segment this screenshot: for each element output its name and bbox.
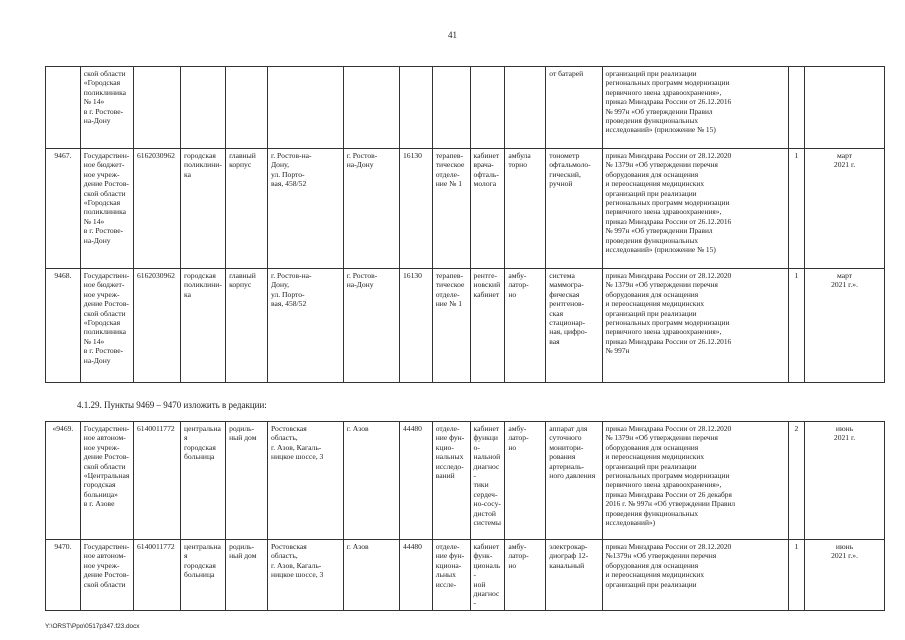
building-cell-text: родиль- ный дом	[229, 424, 257, 443]
equipment-cell	[546, 67, 602, 149]
equipment-cell	[546, 149, 602, 269]
organization-name-cell-text: Государствен- ное автоном- ное учреж- дение Ростов- ской области	[83, 542, 130, 589]
room-cell	[470, 149, 505, 269]
row-number-cell	[46, 540, 81, 611]
department-cell-text: отделе- ние фун- кцио- нальных исследо- ваний	[435, 424, 465, 481]
address-cell	[268, 67, 344, 149]
organization-type-cell	[181, 67, 226, 149]
date-cell-text: март 2021 г.	[833, 151, 856, 170]
legal-document-cell-text: приказ Минздрава России от 28.12.2020 № 1379н «Об утверждении перечня оборудования для оснащения и переоснащения медицинских организаций при реализации региональных программ модернизации первичного звена здравоохранения», приказ Минздрава России от 26 декабря 2016 г. № 997н «Об утверждении Правил проведения функциональных исследований»)	[605, 424, 736, 528]
quantity-cell	[788, 269, 804, 383]
address-cell-text: Ростовская область, г. Азов, Кагаль- ницкое шоссе, 3	[271, 424, 324, 462]
quantity-cell-text: 1	[794, 542, 799, 551]
inn-cell-text: 6140011772	[136, 424, 175, 433]
inn-cell-text: 6162030962	[136, 271, 175, 280]
code-cell-text: 16130	[402, 271, 422, 280]
row-number-cell-text: 9467.	[54, 151, 72, 160]
date-cell-text: март 2021 г.».	[831, 271, 858, 290]
page-number: 41	[448, 30, 457, 40]
equipment-cell	[546, 422, 602, 540]
department-cell-text: отделе- ние фун- кциона- льных иссле-	[435, 542, 465, 589]
organization-name-cell	[80, 422, 133, 540]
row-number-cell	[46, 269, 81, 383]
care-mode-cell-text: амбу- латор- но	[508, 542, 529, 570]
code-cell-text: 44480	[402, 542, 422, 551]
city-cell-text: г. Азов	[346, 542, 369, 551]
inn-cell-text: 6140011772	[136, 542, 175, 551]
city-cell-text: г. Ростов- на-Дону	[346, 151, 378, 170]
building-cell-text: главный корпус	[229, 271, 256, 290]
legal-document-cell	[602, 149, 788, 269]
code-cell	[399, 422, 432, 540]
registry-table-1	[45, 66, 885, 383]
amendment-text: 4.1.29. Пункты 9469 – 9470 изложить в редакции:	[77, 400, 267, 410]
city-cell	[343, 422, 399, 540]
organization-type-cell-text: городская поликлини- ка	[184, 271, 222, 299]
department-cell	[432, 67, 470, 149]
code-cell	[399, 149, 432, 269]
care-mode-cell-text: амбу- латор- но	[508, 424, 529, 452]
address-cell	[268, 540, 344, 611]
address-cell	[268, 422, 344, 540]
table-row	[46, 540, 885, 611]
inn-cell	[133, 149, 180, 269]
organization-name-cell	[80, 540, 133, 611]
legal-document-cell	[602, 67, 788, 149]
address-cell	[268, 149, 344, 269]
legal-document-cell-text: приказ Минздрава России от 28.12.2020 № 1379н «Об утверждении перечня оборудования для оснащения и переоснащения медицинских организаций при реализации региональных программ модернизации первичного звена здравоохранения», приказ Минздрава России от 26.12.2016 № 997н	[605, 271, 732, 356]
care-mode-cell	[505, 67, 546, 149]
equipment-cell-text: электрокар- диограф 12- канальный	[549, 542, 589, 570]
city-cell	[343, 67, 399, 149]
date-cell	[805, 540, 885, 611]
organization-name-cell-text: ской области «Городская поликлиника № 14» в г. Ростове- на-Дону	[83, 69, 127, 126]
code-cell	[399, 269, 432, 383]
inn-cell	[133, 269, 180, 383]
building-cell	[226, 149, 268, 269]
equipment-cell	[546, 540, 602, 611]
equipment-cell-text: аппарат для суточного монитори- рования артериаль- ного давления	[549, 424, 596, 481]
quantity-cell	[788, 422, 804, 540]
organization-name-cell	[80, 269, 133, 383]
row-number-cell	[46, 149, 81, 269]
table-row	[46, 422, 885, 540]
row-number-cell	[46, 422, 81, 540]
code-cell	[399, 67, 432, 149]
room-cell	[470, 540, 505, 611]
date-cell-text: июнь 2021 г.».	[831, 542, 858, 561]
department-cell	[432, 149, 470, 269]
building-cell	[226, 269, 268, 383]
care-mode-cell	[505, 149, 546, 269]
organization-name-cell-text: Государствен- ное бюджет- ное учреж- дение Ростов- ской области «Городская поликлиника № 14» в г. Ростове- на-Дону	[83, 271, 130, 365]
organization-type-cell-text: центральная городская больница	[184, 424, 221, 462]
date-cell	[805, 269, 885, 383]
row-number-cell-text: «9469.	[52, 424, 74, 433]
equipment-cell-text: от батарей	[549, 69, 584, 78]
room-cell-text: кабинет врача- офталь- молога	[473, 151, 500, 189]
date-cell	[805, 67, 885, 149]
care-mode-cell-text: амбула торно	[508, 151, 531, 170]
building-cell	[226, 67, 268, 149]
quantity-cell	[788, 67, 804, 149]
date-cell	[805, 422, 885, 540]
legal-document-cell-text: приказ Минздрава России от 28.12.2020 № 1379н «Об утверждении перечня оборудования для оснащения и переоснащения медицинских организаций при реализации региональных программ модернизации первичного звена здравоохранения», приказ Минздрава России от 26.12.2016 № 997н «Об утверждении Правил проведения функциональных исследований» (приложение № 15)	[605, 151, 732, 255]
address-cell-text: г. Ростов-на- Дону, ул. Порто- вая, 458/52	[271, 271, 312, 309]
equipment-cell-text: система маммогра- фическая рентгенов- ская стационар- ная, цифро- вая	[549, 271, 588, 346]
city-cell	[343, 269, 399, 383]
organization-type-cell	[181, 149, 226, 269]
inn-cell	[133, 67, 180, 149]
quantity-cell	[788, 540, 804, 611]
building-cell	[226, 540, 268, 611]
care-mode-cell	[505, 540, 546, 611]
quantity-cell	[788, 149, 804, 269]
row-number-cell-text: 9468.	[54, 271, 72, 280]
department-cell	[432, 269, 470, 383]
city-cell-text: г. Ростов- на-Дону	[346, 271, 378, 290]
equipment-cell	[546, 269, 602, 383]
address-cell	[268, 269, 344, 383]
room-cell	[470, 67, 505, 149]
address-cell-text: г. Ростов-на- Дону, ул. Порто- вая, 458/52	[271, 151, 312, 189]
legal-document-cell	[602, 540, 788, 611]
date-cell-text: июнь 2021 г.	[833, 424, 856, 443]
code-cell-text: 44480	[402, 424, 422, 433]
building-cell-text: родиль- ный дом	[229, 542, 257, 561]
inn-cell-text: 6162030962	[136, 151, 175, 160]
building-cell	[226, 422, 268, 540]
address-cell-text: Ростовская область, г. Азов, Кагаль- ницкое шоссе, 3	[271, 542, 324, 580]
organization-type-cell	[181, 269, 226, 383]
organization-name-cell-text: Государствен- ное автоном- ное учреж- дение Ростов- ской области «Центральная городская больница» в г. Азове	[83, 424, 130, 509]
registry-table-2	[45, 421, 885, 611]
room-cell-text: кабинет функ- циональ- ной диагнос-	[473, 542, 501, 608]
organization-name-cell	[80, 67, 133, 149]
room-cell-text: рентге- новский кабинет	[473, 271, 501, 299]
row-number-cell-text: 9470.	[54, 542, 72, 551]
city-cell	[343, 540, 399, 611]
code-cell	[399, 540, 432, 611]
organization-type-cell	[181, 540, 226, 611]
organization-type-cell	[181, 422, 226, 540]
room-cell-text: кабинет функцио- нальной диагнос- тики сердеч- но-сосу- дистой системы	[473, 424, 501, 528]
organization-type-cell-text: центральная городская больница	[184, 542, 221, 580]
legal-document-cell	[602, 269, 788, 383]
room-cell	[470, 269, 505, 383]
equipment-cell-text: тонометр офтальмоло- гический, ручной	[549, 151, 591, 189]
quantity-cell-text: 1	[794, 271, 799, 280]
department-cell	[432, 540, 470, 611]
organization-name-cell	[80, 149, 133, 269]
building-cell-text: главный корпус	[229, 151, 256, 170]
legal-document-cell	[602, 422, 788, 540]
date-cell	[805, 149, 885, 269]
care-mode-cell	[505, 269, 546, 383]
footer-file-path: Y:\ORST\Ppo\0517p347.f23.docx	[45, 623, 140, 630]
department-cell-text: терапев- тическое отделе- ние № 1	[435, 151, 465, 189]
legal-document-cell-text: организаций при реализации региональных программ модернизации первичного звена здравоохранения», приказ Минздрава России от 26.12.2016 № 997н «Об утверждении Правил проведения функциональных исследований» (приложение № 15)	[605, 69, 732, 135]
quantity-cell-text: 1	[794, 151, 799, 160]
table-row	[46, 67, 885, 149]
code-cell-text: 16130	[402, 151, 422, 160]
quantity-cell-text: 2	[794, 424, 799, 433]
table-row	[46, 149, 885, 269]
row-number-cell	[46, 67, 81, 149]
organization-type-cell-text: городская поликлини- ка	[184, 151, 222, 179]
legal-document-cell-text: приказ Минздрава России от 28.12.2020 №1379н «Об утверждении перечня оборудования для оснащения и переоснащения медицинских организаций при реализации	[605, 542, 732, 589]
care-mode-cell-text: амбу- латор- но	[508, 271, 529, 299]
department-cell	[432, 422, 470, 540]
care-mode-cell	[505, 422, 546, 540]
department-cell-text: терапев- тическое отделе- ние № 1	[435, 271, 465, 309]
city-cell-text: г. Азов	[346, 424, 369, 433]
inn-cell	[133, 540, 180, 611]
room-cell	[470, 422, 505, 540]
organization-name-cell-text: Государствен- ное бюджет- ное учреж- дение Ростов- ской области «Городская поликлиника № 14» в г. Ростове- на-Дону	[83, 151, 130, 245]
inn-cell	[133, 422, 180, 540]
table-row	[46, 269, 885, 383]
city-cell	[343, 149, 399, 269]
